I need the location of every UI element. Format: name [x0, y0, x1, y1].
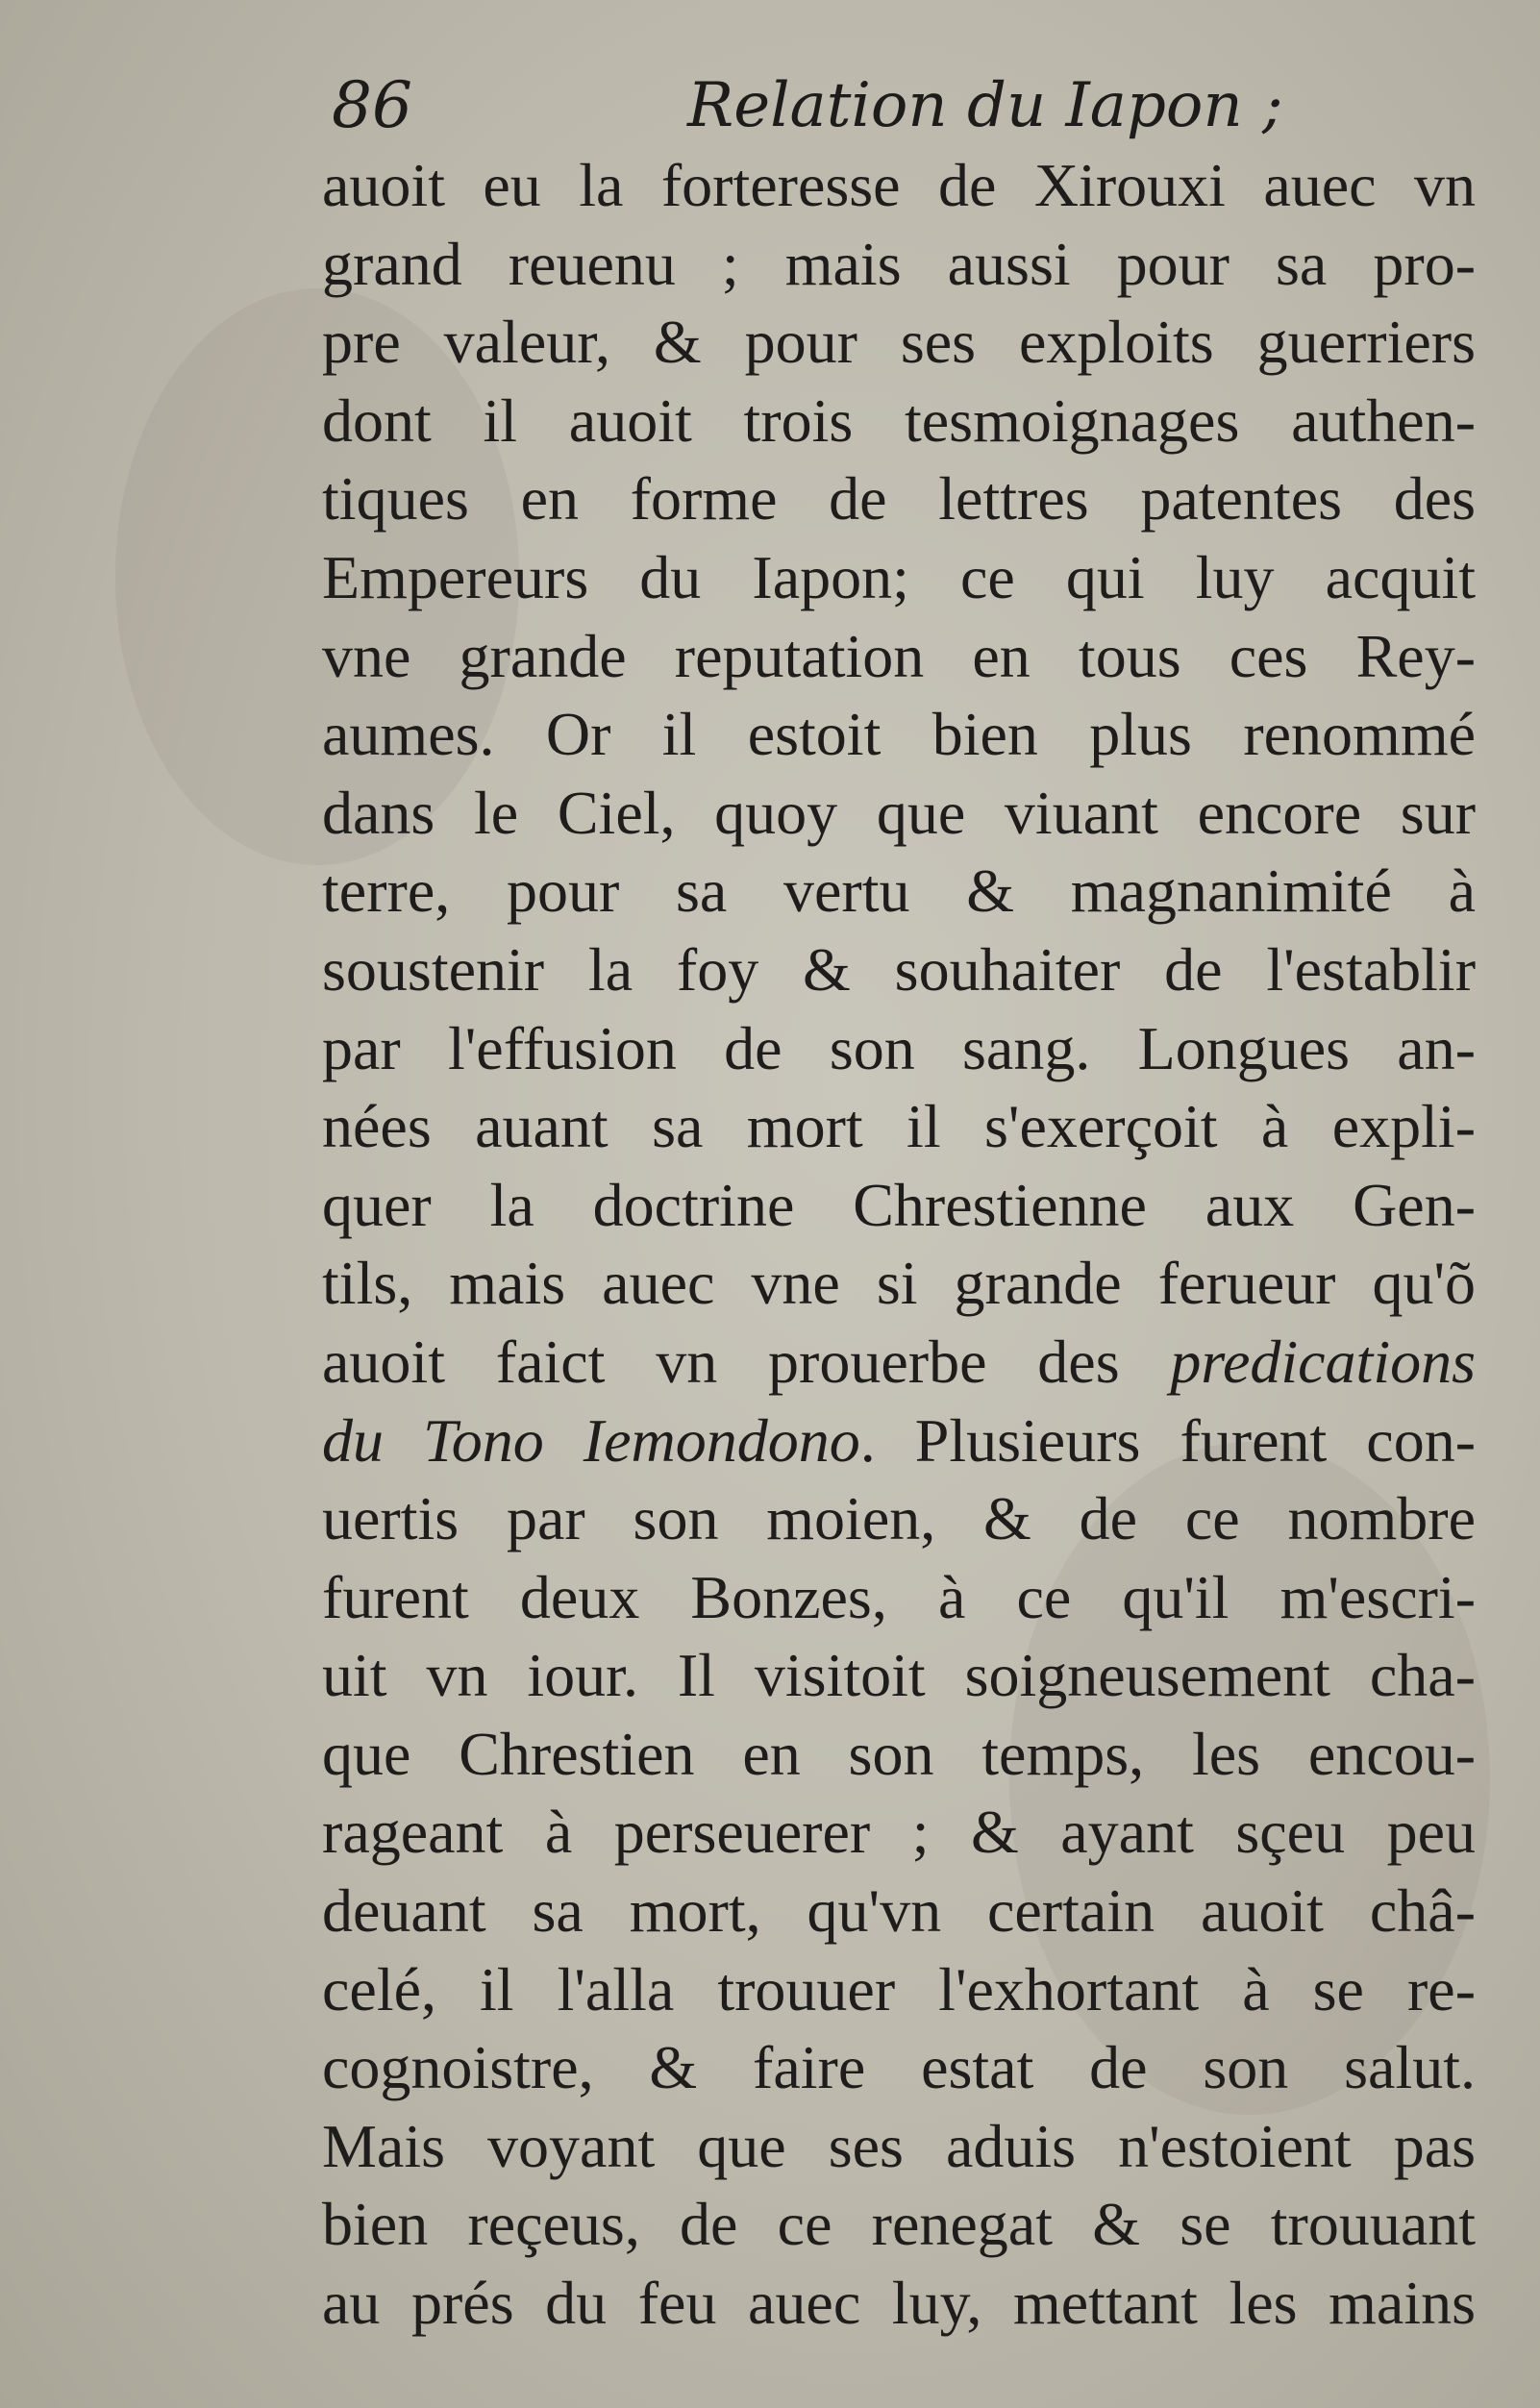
- text-line: nées auant sa mort il s'exerçoit à expli-: [322, 1092, 1476, 1161]
- text-line: Empereurs du Iapon; ce qui luy acquit: [322, 542, 1476, 611]
- italic-phrase: predications: [1170, 1327, 1477, 1396]
- text-line: tils, mais auec vne si grande ferueur qu'õ: [322, 1249, 1476, 1318]
- italic-phrase: du Tono Iemondono: [322, 1405, 860, 1475]
- text-line: du Tono Iemondono. Plusieurs furent con-: [322, 1405, 1477, 1475]
- text-line: tiques en forme de lettres patentes des: [322, 464, 1476, 534]
- text-line: cognoistre, & faire estat de son salut.: [322, 2033, 1476, 2102]
- text-line: quer la doctrine Chrestienne aux Gen-: [322, 1170, 1476, 1239]
- text-line: terre, pour sa vertu & magnanimité à: [322, 856, 1476, 926]
- text-line: auoit eu la forteresse de Xirouxi auec vn: [322, 151, 1476, 219]
- text-line: que Chrestien en son temps, les encou-: [322, 1719, 1476, 1788]
- text-line: celé, il l'alla trouuer l'exhortant à se re-: [322, 1954, 1476, 2023]
- text-line: vne grande reputation en tous ces Rey-: [322, 621, 1476, 690]
- text-line: rageant à perseuerer ; & ayant sçeu peu: [322, 1798, 1476, 1867]
- body-text: [322, 146, 1476, 2343]
- page-number: 86: [332, 68, 412, 142]
- text-line: pre valeur, & pour ses exploits guerriers: [322, 308, 1476, 377]
- text-line: Mais voyant que ses aduis n'estoient pas: [322, 2111, 1476, 2180]
- running-title: Relation du Iapon ;: [687, 70, 1283, 141]
- text-line: au prés du feu auec luy, mettant les mains: [322, 2269, 1476, 2338]
- text-line: furent deux Bonzes, à ce qu'il m'escri-: [322, 1562, 1476, 1631]
- text-line: bien reçeus, de ce renegat & se trouuant: [322, 2190, 1476, 2259]
- text-line: auoit faict vn prouerbe des predications: [322, 1327, 1477, 1396]
- text-line: grand reuenu ; mais aussi pour sa pro-: [322, 229, 1476, 298]
- text-line: dont il auoit trois tesmoignages authen-: [322, 385, 1476, 455]
- page-header: [332, 58, 1466, 154]
- text-line: aumes. Or il estoit bien plus renommé: [322, 700, 1476, 769]
- text-line: uit vn iour. Il visitoit soigneusement cha-: [322, 1641, 1476, 1710]
- text-line: par l'effusion de son sang. Longues an-: [322, 1013, 1476, 1082]
- text-line: deuant sa mort, qu'vn certain auoit châ-: [322, 1876, 1476, 1946]
- text-line: uertis par son moien, & de ce nombre: [322, 1484, 1476, 1553]
- text-line: dans le Ciel, quoy que viuant encore sur: [322, 778, 1476, 847]
- text-line: soustenir la foy & souhaiter de l'establir: [322, 934, 1476, 1004]
